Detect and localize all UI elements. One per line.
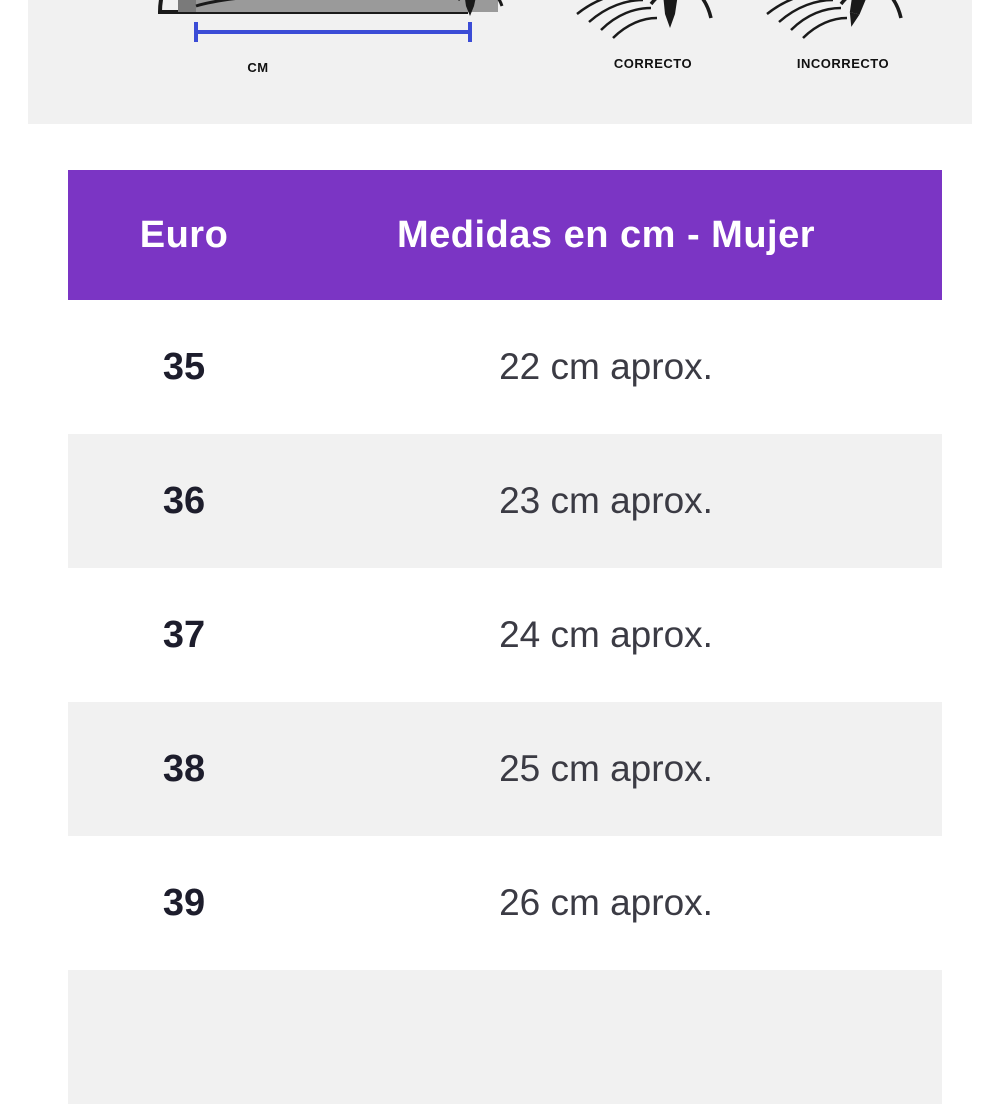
cell-euro: 36 (162, 479, 206, 522)
table-row (68, 568, 942, 702)
measurement-diagram-panel (28, 0, 972, 124)
column-header-euro: Euro (139, 213, 229, 256)
table-row (68, 300, 942, 434)
cm-label: CM (247, 60, 269, 75)
foot-incorrect-icon (753, 0, 933, 52)
cell-euro: 37 (162, 613, 206, 656)
column-header-medidas: Medidas en cm - Mujer (396, 213, 816, 256)
cell-medida: 23 cm aprox. (499, 480, 713, 521)
cell-medida: 25 cm aprox. (499, 748, 713, 789)
correcto-label: CORRECTO (613, 56, 693, 71)
cell-euro: 38 (162, 747, 206, 790)
cell-medida: 26 cm aprox. (499, 882, 713, 923)
table-row (68, 702, 942, 836)
table-row (68, 434, 942, 568)
table-row (68, 970, 942, 1104)
foot-correct-icon (563, 0, 743, 52)
incorrecto-label: INCORRECTO (796, 56, 890, 71)
cell-euro: 39 (162, 881, 206, 924)
table-row (68, 836, 942, 970)
size-chart-table (68, 170, 942, 1104)
table-header-row (68, 170, 942, 300)
cell-medida: 22 cm aprox. (499, 346, 713, 387)
cell-euro: 35 (162, 345, 206, 388)
diagram-illustrations (28, 0, 972, 124)
cell-medida: 24 cm aprox. (499, 614, 713, 655)
